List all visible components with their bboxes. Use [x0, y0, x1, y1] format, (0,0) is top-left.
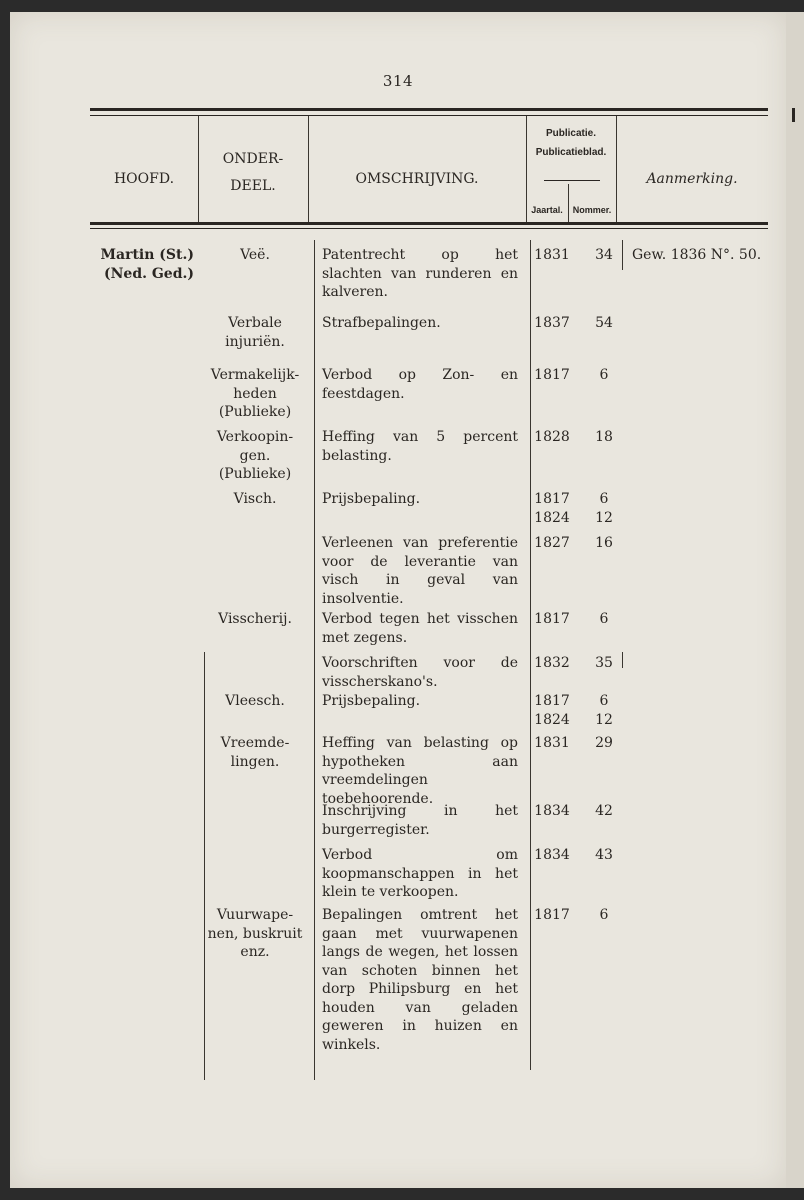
jaartal-value: 1817 [534, 491, 570, 507]
jaartal-value: 1831 [534, 735, 570, 751]
onderdeel-line: Vreemde- [220, 735, 290, 751]
omschrijving-cell: Prijsbepaling. [322, 693, 421, 709]
jaartal-cell [532, 802, 572, 821]
onderdeel-cell [196, 490, 314, 509]
nommer-value: 34 [595, 247, 613, 263]
jaartal-value: 1824 [534, 711, 570, 728]
nommer-value: 12 [595, 711, 613, 728]
onderdeel-line: Vleesch. [225, 693, 285, 709]
adjacent-page-edge [786, 12, 804, 1188]
nommer-value: 18 [595, 429, 613, 445]
header-hoofd: HOOFD. [113, 171, 175, 187]
jaartal-cell [532, 534, 572, 553]
onderdeel-line: Verkoopin- [216, 429, 294, 445]
onderdeel-line: gen. [239, 447, 271, 464]
onderdeel-cell [196, 906, 314, 962]
nommer-value: 6 [599, 367, 609, 383]
nommer-cell [584, 610, 624, 629]
jaartal-cell [532, 654, 572, 673]
onderdeel-line: Veë. [240, 247, 270, 263]
column-divider [314, 240, 315, 1080]
nommer-value: 35 [595, 655, 613, 671]
jaartal-cell [532, 846, 572, 865]
column-divider [204, 652, 205, 1080]
onderdeel-line: enz. [240, 944, 270, 960]
nommer-value: 29 [595, 735, 613, 751]
nommer-cell [584, 534, 624, 553]
omschrijving-cell: Verbod op Zon- en feestdagen. [322, 367, 518, 402]
header-onderdeel-line: DEEL. [230, 178, 276, 194]
header-onderdeel-line: ONDER- [222, 151, 284, 167]
onderdeel-line: Visscherij. [218, 611, 292, 627]
nommer-cell [584, 802, 624, 821]
jaartal-value: 1831 [534, 247, 570, 263]
nommer-cell [584, 734, 624, 753]
onderdeel-cell [196, 246, 314, 265]
column-divider [530, 240, 531, 1070]
nommer-value: 43 [595, 847, 613, 863]
nommer-value: 12 [595, 509, 613, 526]
nommer-value: 16 [595, 535, 613, 551]
hoofd-entry-line: (Ned. Ged.) [103, 265, 194, 282]
onderdeel-cell [196, 734, 314, 771]
aanmerking-cell: Gew. 1836 N°. 50. [632, 247, 762, 263]
onderdeel-cell [196, 366, 314, 422]
jaartal-cell [532, 692, 572, 729]
nommer-value: 54 [595, 315, 613, 331]
jaartal-cell [532, 314, 572, 333]
onderdeel-cell [196, 692, 314, 711]
omschrijving-cell: Patentrecht op het slachten van runderen en kalveren. [322, 247, 518, 300]
omschrijving-cell: Verbod om koopmanschappen in het klein te verkoopen. [322, 847, 518, 900]
nommer-value: 6 [599, 693, 609, 709]
header-bottom-rule [90, 222, 768, 225]
header-jaartal: Jaartal. [531, 205, 563, 215]
jaartal-cell [532, 366, 572, 385]
jaartal-value: 1837 [534, 315, 570, 331]
jaartal-cell [532, 610, 572, 629]
jaartal-value: 1834 [534, 803, 570, 819]
nommer-cell [584, 314, 624, 333]
omschrijving-cell: Inschrijving in het burgerregister. [322, 803, 518, 838]
nommer-value: 6 [599, 611, 609, 627]
header-top-rule-thin [90, 115, 768, 116]
jaartal-value: 1817 [534, 907, 570, 923]
nommer-cell [584, 654, 624, 673]
header-aanmerking: Aanmerking. [646, 171, 738, 187]
jaartal-value: 1817 [534, 611, 570, 627]
omschrijving-cell: Bepalingen omtrent het gaan met vuurwapenen langs de wegen, het lossen van schoten binnen het dorp Philipsburg en het houden van geladen geweren in huizen en winkels. [322, 907, 518, 1053]
onderdeel-cell [196, 428, 314, 484]
onderdeel-line: (Publieke) [218, 466, 292, 482]
onderdeel-cell [196, 314, 314, 351]
header-publicatieblad: Publicatieblad. [535, 147, 607, 158]
onderdeel-line: heden [233, 385, 277, 402]
jaartal-cell [532, 428, 572, 447]
onderdeel-line: (Publieke) [218, 404, 292, 420]
nommer-value: 6 [599, 491, 609, 507]
jaartal-value: 1817 [534, 367, 570, 383]
onderdeel-line: injuriën. [225, 333, 285, 350]
hoofd-entry [90, 246, 194, 283]
jaartal-value: 1834 [534, 847, 570, 863]
header-nommer: Nommer. [572, 205, 612, 215]
document-page [10, 12, 786, 1188]
header-omschrijving: OMSCHRIJVING. [355, 171, 479, 187]
header-bottom-rule-thin [90, 228, 768, 229]
onderdeel-line: Verbale [228, 315, 282, 331]
jaartal-value: 1832 [534, 655, 570, 671]
nommer-cell [584, 846, 624, 865]
jaartal-value: 1828 [534, 429, 570, 445]
onderdeel-line: Vermakelijk- [210, 367, 300, 383]
nommer-cell [584, 428, 624, 447]
nommer-cell [584, 692, 624, 729]
nommer-value: 42 [595, 803, 613, 819]
header-publicatie: Publicatie. [545, 128, 596, 139]
jaartal-value: 1817 [534, 693, 570, 709]
jaartal-value: 1827 [534, 535, 570, 551]
nommer-cell [584, 246, 624, 265]
jaartal-cell [532, 490, 572, 527]
omschrijving-cell: Heffing van belasting op hypotheken aan vreemdelingen toebehoorende. [322, 735, 518, 807]
jaartal-cell [532, 246, 572, 265]
hoofd-entry-line: Martin (St.) [100, 247, 194, 263]
jaartal-cell [532, 734, 572, 753]
header-top-rule [90, 108, 768, 111]
omschrijving-cell: Voorschriften voor de visscherskano's. [322, 655, 518, 690]
page-number: 314 [382, 72, 414, 90]
nommer-cell [584, 366, 624, 385]
onderdeel-line: Visch. [233, 491, 277, 507]
omschrijving-cell: Verbod tegen het visschen met zegens. [322, 611, 518, 646]
onderdeel-line: Vuurwape- [216, 907, 294, 923]
nommer-cell [584, 490, 624, 527]
omschrijving-cell: Strafbepalingen. [322, 315, 441, 331]
nommer-cell [584, 906, 624, 925]
onderdeel-line: nen, buskruit [207, 925, 303, 942]
omschrijving-cell: Verleenen van preferentie voor de leverantie van visch in geval van insolventie. [322, 535, 518, 607]
publicatie-sub-rule [544, 180, 600, 181]
jaartal-value: 1824 [534, 509, 570, 526]
jaartal-cell [532, 906, 572, 925]
nommer-value: 6 [599, 907, 609, 923]
onderdeel-cell [196, 610, 314, 629]
onderdeel-line: lingen. [230, 753, 280, 770]
header-onderdeel [198, 150, 308, 196]
omschrijving-cell: Heffing van 5 percent belasting. [322, 429, 518, 464]
omschrijving-cell: Prijsbepaling. [322, 491, 421, 507]
